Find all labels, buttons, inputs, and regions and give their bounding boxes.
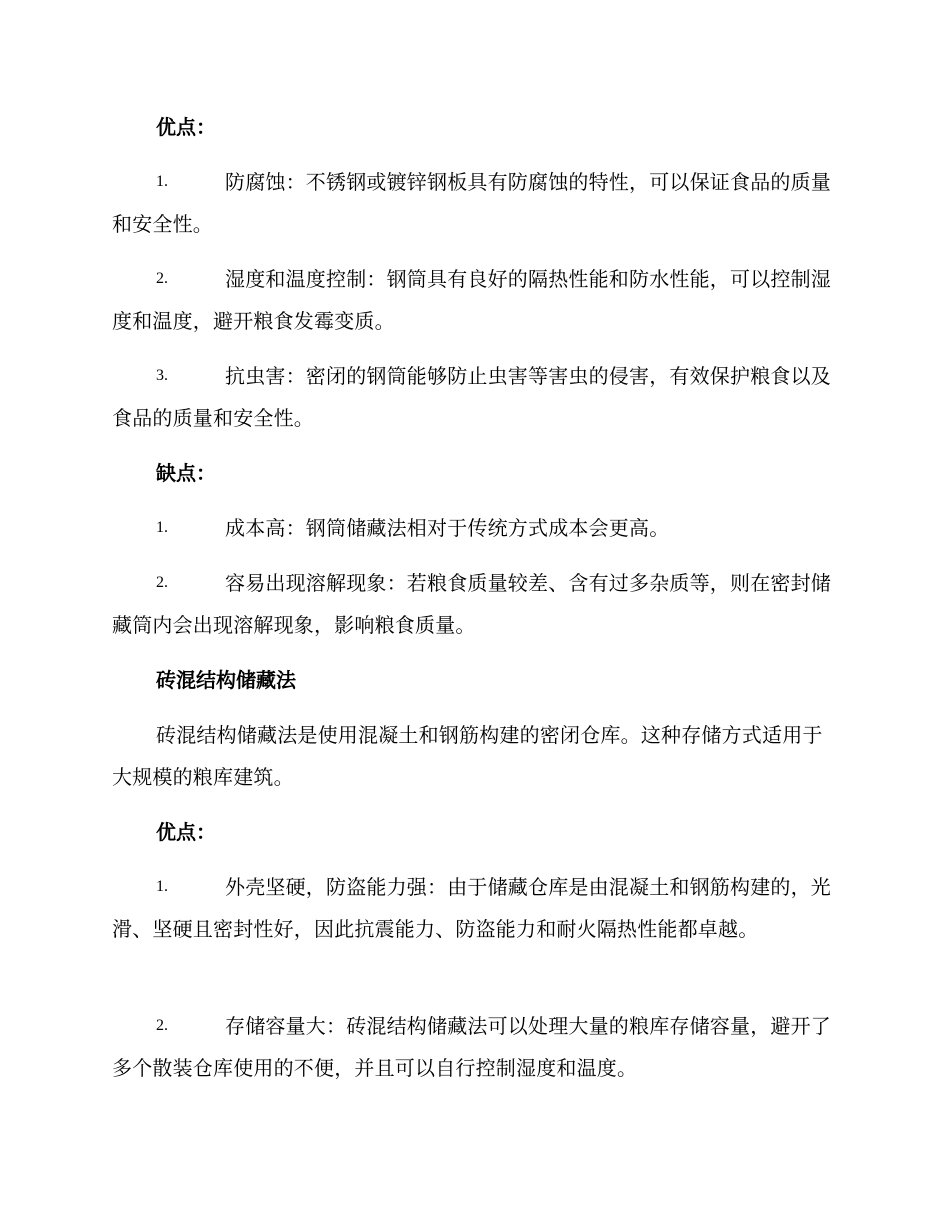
list-item bbox=[112, 866, 838, 950]
list-item-number: 2. bbox=[156, 1017, 168, 1034]
list-item-text: 存储容量大：砖混结构储藏法可以处理大量的粮库存储容量，避开了多个散装仓库使用的不便，并且可以自行控制湿度和温度。 bbox=[112, 1014, 831, 1080]
section-heading: 砖混结构储藏法 bbox=[156, 668, 296, 692]
list-item-text: 湿度和温度控制：钢筒具有良好的隔热性能和防水性能，可以控制湿度和温度，避开粮食发霉变质。 bbox=[112, 267, 831, 333]
list-item-number: 1. bbox=[156, 519, 168, 536]
list-item-number: 2. bbox=[156, 270, 168, 287]
pros-heading: 优点： bbox=[156, 820, 216, 844]
list-item bbox=[112, 1005, 838, 1089]
list-item bbox=[112, 355, 838, 439]
list-item-number: 1. bbox=[156, 878, 168, 895]
list-item-text: 抗虫害：密闭的钢筒能够防止虫害等害虫的侵害，有效保护粮食以及食品的质量和安全性。 bbox=[112, 364, 831, 430]
list-item bbox=[112, 562, 838, 646]
list-item-text: 外壳坚硬，防盗能力强：由于储藏仓库是由混凝土和钢筋构建的，光滑、坚硬且密封性好，因此抗震能力、防盗能力和耐火隔热性能都卓越。 bbox=[112, 875, 831, 941]
section-paragraph: 砖混结构储藏法是使用混凝土和钢筋构建的密闭仓库。这种存储方式适用于大规模的粮库建筑。 bbox=[112, 723, 823, 789]
list-item-text: 成本高：钢筒储藏法相对于传统方式成本会更高。 bbox=[225, 516, 670, 540]
list-item-number: 3. bbox=[156, 367, 168, 384]
pros-heading: 优点： bbox=[156, 115, 216, 139]
list-item bbox=[112, 161, 838, 245]
list-item-number: 1. bbox=[156, 173, 168, 190]
cons-heading: 缺点： bbox=[156, 461, 216, 485]
list-item-text: 防腐蚀：不锈钢或镀锌钢板具有防腐蚀的特性，可以保证食品的质量和安全性。 bbox=[112, 170, 831, 236]
list-item bbox=[112, 258, 838, 342]
list-item-number: 2. bbox=[156, 574, 168, 591]
list-item bbox=[112, 507, 838, 549]
list-item-text: 容易出现溶解现象：若粮食质量较差、含有过多杂质等，则在密封储藏筒内会出现溶解现象，影响粮食质量。 bbox=[112, 571, 831, 637]
